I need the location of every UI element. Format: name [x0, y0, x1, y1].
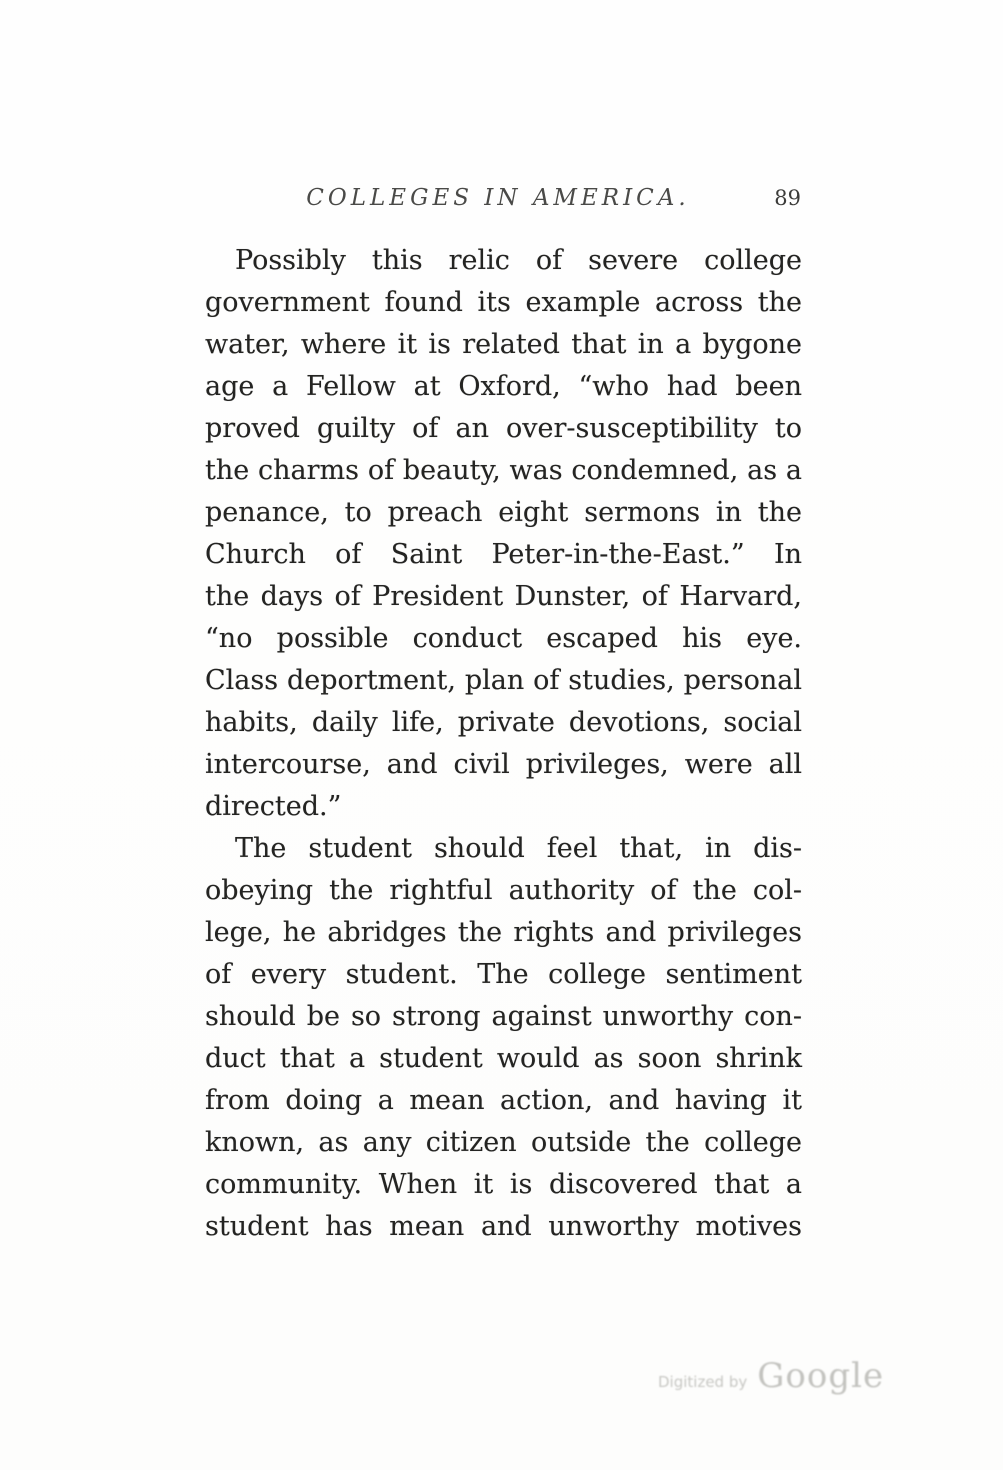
text-line: from doing a mean action, and having it: [205, 1085, 802, 1116]
text-line: directed.”: [205, 791, 342, 822]
text-line: should be so strong against unworthy con-: [205, 1001, 802, 1032]
text-line: lege, he abridges the rights and privileges: [205, 917, 802, 948]
text-line: obeying the rightful authority of the col-: [205, 875, 802, 906]
chapter-title: COLLEGES IN AMERICA.: [306, 185, 690, 211]
text-line: the days of President Dunster, of Harvard,: [205, 581, 802, 612]
text-line: Possibly this relic of severe college: [235, 245, 802, 276]
text-line: student has mean and unworthy motives: [205, 1211, 802, 1242]
running-header: [205, 185, 801, 211]
text-line: “no possible conduct escaped his eye.: [205, 623, 802, 654]
text-line: penance, to preach eight sermons in the: [205, 497, 802, 528]
text-line: government found its example across the: [205, 287, 802, 318]
text-line: duct that a student would as soon shrink: [205, 1043, 802, 1074]
page-number: 89: [774, 186, 801, 210]
text-line: of every student. The college sentiment: [205, 959, 802, 990]
page-body: [205, 240, 802, 1248]
text-line: water, where it is related that in a bygone: [205, 329, 802, 360]
text-line: intercourse, and civil privileges, were all: [205, 749, 802, 780]
text-line: The student should feel that, in dis-: [235, 833, 802, 864]
text-line: the charms of beauty, was condemned, as a: [205, 455, 802, 486]
text-line: age a Fellow at Oxford, “who had been: [205, 371, 802, 402]
text-line: proved guilty of an over-susceptibility to: [205, 413, 802, 444]
text-line: Class deportment, plan of studies, personal: [205, 665, 802, 696]
text-line: habits, daily life, private devotions, social: [205, 707, 802, 738]
watermark-prefix: Digitized by: [658, 1373, 748, 1391]
text-line: Church of Saint Peter-in-the-East.” In: [205, 539, 802, 570]
watermark: [658, 1356, 884, 1396]
text-line: known, as any citizen outside the college: [205, 1127, 802, 1158]
text-line: community. When it is discovered that a: [205, 1169, 802, 1200]
watermark-brand: Google: [757, 1356, 885, 1396]
